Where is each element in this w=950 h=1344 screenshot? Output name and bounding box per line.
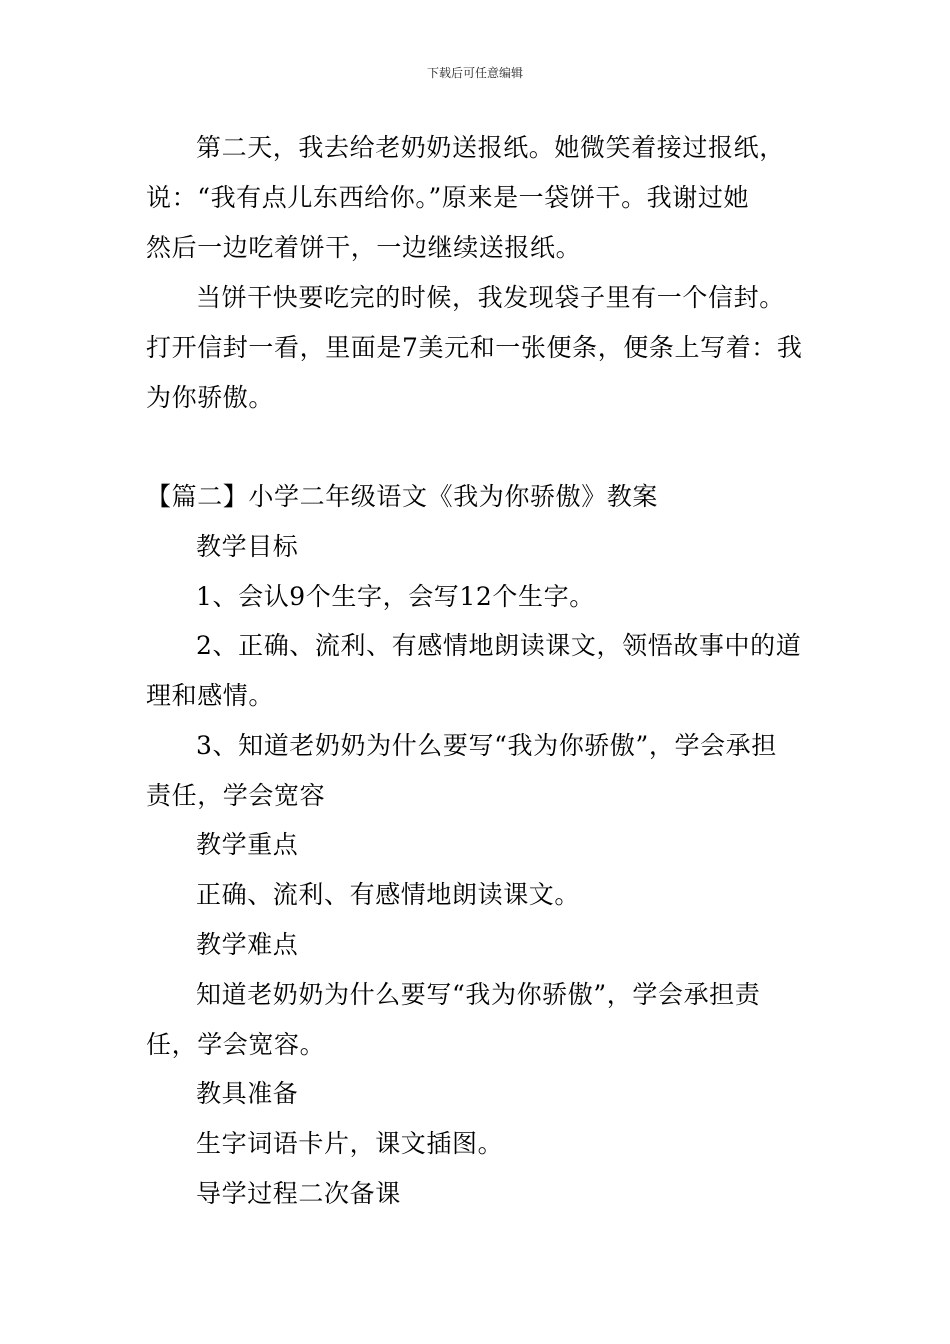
page-header: 下载后可任意编辑 [426,66,523,80]
text-line: 知道老奶奶为什么要写“我为你骄傲”，学会承担责 [196,980,761,1009]
text-line: 责任，学会宽容 [146,781,326,810]
subheading-process: 导学过程二次备课 [196,1179,401,1208]
text-line: 说：“我有点儿东西给你。”原来是一袋饼干。我谢过她 [146,183,750,212]
text-line: 任，学会宽容。 [146,1030,326,1059]
text-line: 3、知道老奶奶为什么要写“我为你骄傲”，学会承担 [196,731,777,760]
subheading-key-points: 教学重点 [196,830,299,859]
text-line: 正确、流利、有感情地朗读课文。 [196,880,581,909]
text-line: 1、会认9个生字，会写12个生字。 [196,582,595,611]
section-heading: 【篇二】小学二年级语文《我为你骄傲》教案 [146,482,659,511]
text-line: 第二天，我去给老奶奶送报纸。她微笑着接过报纸， [196,133,785,162]
text-line: 2、正确、流利、有感情地朗读课文，领悟故事中的道 [196,631,802,660]
subheading-difficulties: 教学难点 [196,930,299,959]
subheading-teaching-goals: 教学目标 [196,532,299,561]
text-line: 打开信封一看，里面是7美元和一张便条，便条上写着：我 [146,333,803,362]
text-line: 当饼干快要吃完的时候，我发现袋子里有一个信封。 [196,283,785,312]
subheading-materials: 教具准备 [196,1079,299,1108]
text-line: 然后一边吃着饼干，一边继续送报纸。 [146,233,582,262]
text-line: 生字词语卡片，课文插图。 [196,1129,504,1158]
text-line: 理和感情。 [146,681,275,710]
text-line: 为你骄傲。 [146,383,275,412]
